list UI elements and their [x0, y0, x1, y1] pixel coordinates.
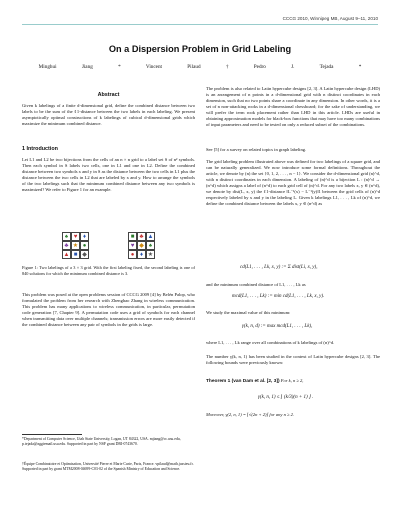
theorem-1 — [206, 378, 380, 385]
grid-cell-symbol: ▲ — [147, 233, 154, 240]
equation-cd: cd(L1, . . . , Lk, x, y) := Σ dist(Li, x, y), — [240, 265, 318, 270]
grid-cell-symbol: ♥ — [128, 241, 137, 250]
grid-cell-symbol: ◆ — [137, 241, 146, 250]
grid-cell-symbol: ■ — [128, 232, 137, 241]
labeling-grid-2 — [128, 232, 155, 259]
section-heading: 1 Introduction — [22, 146, 58, 152]
grid-cell-symbol: ♠ — [146, 241, 155, 250]
grid-cell-symbol: ♦ — [137, 250, 146, 259]
theorem-moreover: Moreover, γ(2, n, 1) = ⌊√(2n + 2)⌋ for any n ≥ 2. — [206, 412, 295, 417]
grid-cell-symbol: ♣ — [137, 232, 146, 241]
footnote-1: *Department of Computer Science, Utah State University, Logan, UT 84322, USA. mjiang@cc.usu.edu, p.tejada@aggiemail.usu.edu. Supported in part by NSF grant DBI-0743670. — [22, 437, 181, 446]
theorem-title: Theorem 1 (van Dam et al. [2, 3]) — [206, 379, 280, 384]
abstract-heading: Abstract — [97, 92, 120, 98]
theorem-statement: For k, n ≥ 2, — [280, 378, 304, 383]
labeling-grid-1 — [62, 232, 89, 259]
grid-cell-symbol: ★ — [72, 242, 79, 249]
author: Vincent Pilaud † — [145, 64, 229, 70]
grid-cell-symbol: ■ — [71, 250, 80, 259]
grid-cell-symbol: ♦ — [80, 232, 89, 241]
grid-cell-symbol: ◆ — [80, 250, 89, 259]
right-paragraph-7: The number γ(k, n, 1) has been studied in the context of Latin hypercube designs [2, 3]. The following bounds were previously known: — [206, 354, 380, 366]
figure-caption: Figure 1: Two labelings of a 3 × 3 grid. With the first labeling fixed, the second labeling is one of 840 solutions for which the minimum combined distance is 3. — [22, 265, 195, 276]
abstract-text: Given k labelings of a finite d-dimensional grid, define the combined distance between two labels to be the sum of the ℓ1-distance between the two labels in each labeling. We present asymptotically optimal constructions of k labelings of cubical d-dimensional grids which maximize the minimum combined distance. — [22, 103, 195, 127]
grid-cell-symbol: ♣ — [62, 241, 71, 250]
right-paragraph-6: where L1, . . . , Lk range over all combinations of k labelings of (n)^d. — [206, 340, 335, 345]
right-paragraph-2: See [5] for a survey on related topics in graph labeling. — [206, 147, 307, 152]
right-paragraph-4: and the minimum combined distance of L1, . . . , Lk as — [206, 282, 306, 287]
paper-title: On a Dispersion Problem in Grid Labeling — [108, 44, 292, 54]
grid-cell-symbol: ♥ — [71, 232, 80, 241]
grid-cell-symbol: ▲ — [63, 251, 70, 258]
footnote-2: †Équipe Combinatoire et Optimisation, Université Pierre et Marie Curie, Paris, France. vpilaud@math.jussieu.fr. Supported in part by grant MTM2008-04699-C03-02 of the Spanish Ministry of Education and Science. — [22, 462, 194, 471]
footnote-rule — [22, 434, 82, 435]
right-paragraph-3: The grid labeling problem illustrated above was defined for two labelings of a square grid, and can be naturally generalized. We now introduce some formal definitions. Throughout the article, we denote by (n) the set {0, 1, 2, . . . , n − 1}. We consider the d-dimensional grid (n)^d, with n distinct coordinates in each dimension. A labeling of (n)^d is a bijection L : (n)^d → (n^d) which assigns a label of (n^d) to each grid cell of (n)^d. For any two labels x, y ∈ (n^d), we denote by dist(L, x, y) the ℓ1-distance ‖L⁻¹(x) − L⁻¹(y)‖1 between the grid cells of (n)^d respectively labeled by x and y in the labeling L. Given k labelings L1, . . . , Lk of (n)^d, we define the combined distance between the labels x, y ∈ (n^d) as — [206, 159, 380, 207]
equation-gamma: γ(k, n, d) := max mcd(L1, . . . , Lk), — [242, 324, 313, 329]
intro-paragraph-2: This problem was posed at the open problems session of CCCG 2009 [4] by Belén Palop, who formulated the problem from her research with Zhenghao Zhang in wireless communication. This problem has many applications to wireless communication, in particular, permutation code generation [7, Chapter 9]. A permutation code uses a grid of symbols for each channel when transmitting data over multiple channels; transmission errors are more easily detected if the combined distance between any pair of symbols in the grids is large. — [22, 292, 195, 328]
grid-cell-symbol: ★ — [147, 251, 154, 258]
equation-bound: γ(k, n, 1) ≤ ⌊ (k/3)(n + 1) ⌋ . — [258, 395, 314, 400]
author-list — [0, 64, 400, 70]
grid-cell-symbol: ● — [128, 250, 137, 259]
header-rule — [22, 24, 378, 25]
right-paragraph-1: The problem is also related to Latin hypercube designs [2, 3]. A Latin hypercube design (LHD) is an arrangement of n points in a d-dimensional grid with n distinct coordinates in each dimension, such that no two points share a coordinate in any dimension. In other words, it is a set of n non-attacking rooks in a d-dimensional chessboard; for the sake of understanding, we will prefer the term rook placement rather than LHD in this article. LHDs are useful in obtaining approximation models for black-box functions that may have too many combinations of input parameters and need to be tested on only a reduced subset of the combinations. — [206, 86, 380, 128]
header-text: CCCG 2010, Winnipeg MB, August 9–11, 2010 — [282, 16, 378, 21]
right-paragraph-5: We study the maximal value of this minimum: — [206, 310, 291, 315]
grid-cell-symbol: ● — [80, 241, 89, 250]
author: Minghui Jiang * — [38, 64, 121, 70]
running-header — [0, 8, 400, 20]
grid-cell-symbol: ♠ — [62, 232, 71, 241]
equation-mcd: mcd(L1, . . . , Lk) := min cd(L1, . . . , Lk, x, y). — [232, 294, 325, 299]
intro-paragraph-1: Let L1 and L2 be two bijections from the cells of an n × n grid to a label set S of n² symbols. Then each symbol in S labels two cells, one in L1 and one in L2. Define the combined distance between two symbols x and y in S as the distance between the two cells in L1 plus the distance between the two cells in L2 that are labeled by x and y. How to arrange the symbols of the two labelings such that the minimum combined distance between any two symbols is maximized? We refer to Figure 1 for an example. — [22, 157, 195, 193]
author: Pedro J. Tejada * — [253, 64, 362, 70]
